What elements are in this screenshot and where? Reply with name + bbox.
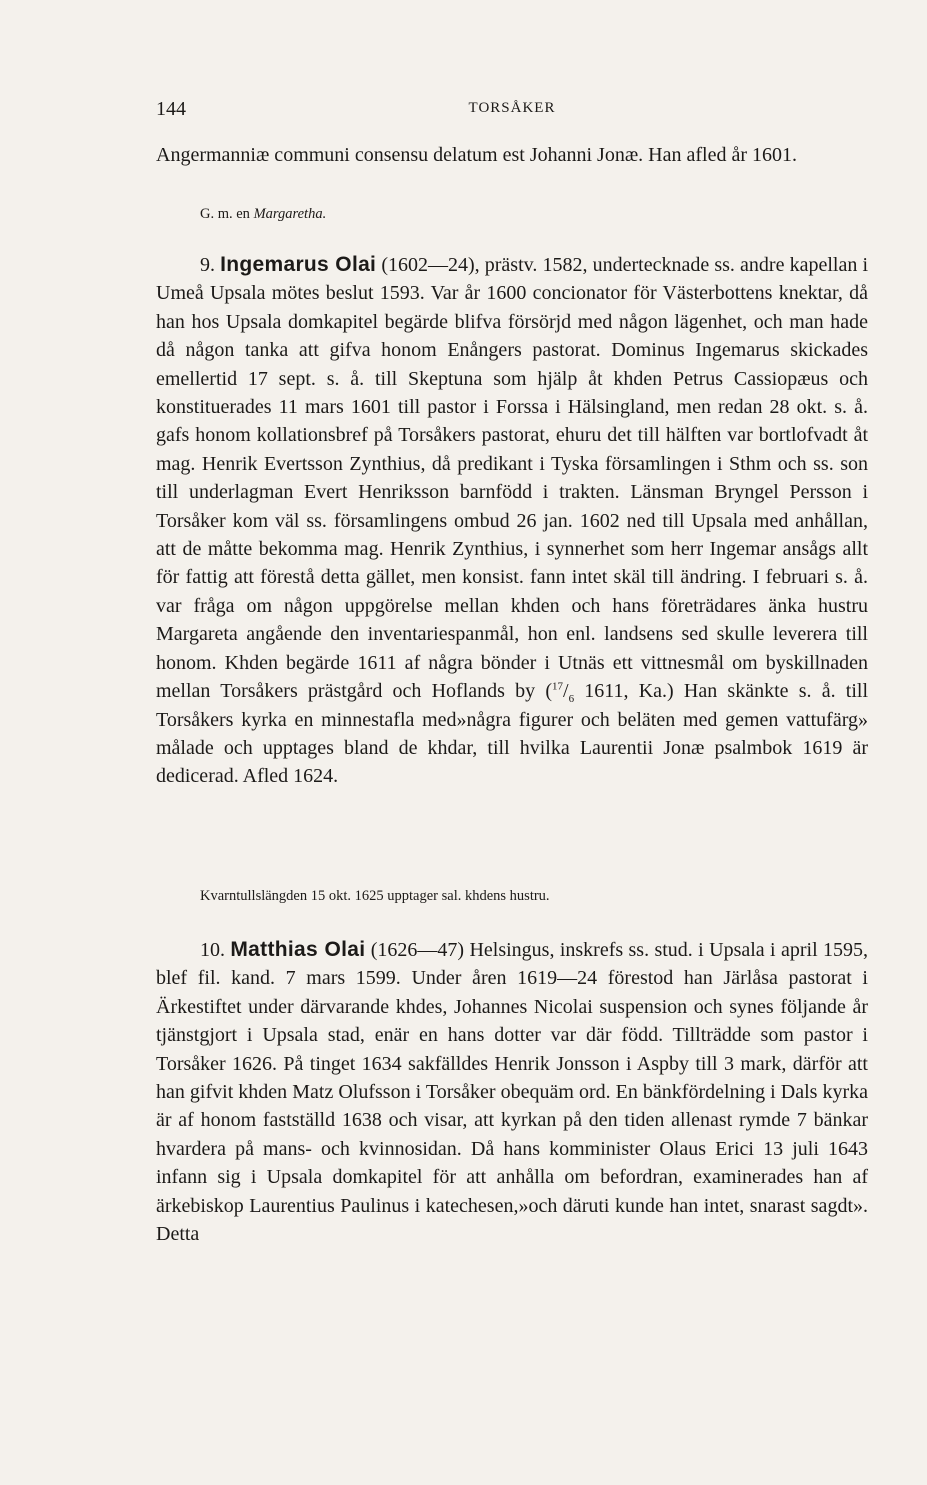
entry-9 (156, 251, 868, 791)
entry-9-body: (1602—24), prästv. 1582, undertecknade ss. andre kapellan i Umeå Upsala mötes beslut 1593. Var år 1600 concionator för Västerbottens knektar, då han hos Upsala domkapitel begärde blifva försörjd med någon lägenhet, och man hade då någon tanka att gifva honom Enångers pastorat. Dominus Ingemarus skickades emellertid 17 sept. s. å. till Skeptuna som hjälp åt khden Petrus Cassiopæus och konstituerades 11 mars 1601 till pastor i Forssa i Hälsingland, men redan 28 okt. s. å. gafs honom kollationsbref på Torsåkers pastorat, ehuru det till hälften var bortlofvadt åt mag. Henrik Evertsson Zynthius, då predikant i Tyska församlingen i Sthm och ss. son till underlagman Evert Henriksson barnfödd i trakten. Länsman Bryngel Persson i Torsåker kom väl ss. församlingens ombud 26 jan. 1602 ned till Upsala med anhållan, att de måtte bekomma mag. Henrik Zynthius, i synnerhet som herr Ingemar ansågs allt för fattig att förestå detta gället, men konsist. fann intet skäl till ändring. I februari s. å. var fråga om någon uppgörelse mellan khden och hans företrädares änka hustru Margareta angående den inventariespanmål, hon enl. landsens sed skulle leverera till honom. Khden begärde 1611 af några bönder i Utnäs ett vittnesmål om byskillnaden mellan Torsåkers prästgård och Hoflands by ( (156, 254, 869, 703)
entry-9-frac-den: 6 (568, 693, 575, 706)
entry-10-name: Matthias Olai (230, 938, 366, 961)
running-title: TORSÅKER (468, 100, 556, 116)
note-married-name: Margaretha. (253, 206, 327, 222)
entry-10-number: 10. (200, 939, 231, 961)
note-married-prefix: G. m. en (200, 206, 254, 222)
entry-9-name: Ingemarus Olai (220, 253, 377, 276)
page-header (156, 98, 868, 122)
entry-10-text (156, 936, 868, 1248)
entry-10-body: (1626—47) Helsingus, inskrefs ss. stud. i Upsala i april 1595, blef fil. kand. 7 mars 1599. Under åren 1619—24 förestod han Järlåsa pastorat i Ärkestiftet under därvarande khdes, Johannes Nicolai suspension och synes följande år tjänstgjort i Upsala stad, enär en hans dotter var där född. Tillträdde som pastor i Torsåker 1626. På tinget 1634 sakfälldes Henrik Jonsson i Aspby till 3 mark, därför att han gifvit khden Matz Olufsson i Torsåker obequäm ord. En bänkfördelning i Dals kyrka är af honom fastställd 1638 och visar, att kyrkan på den tiden allenast rymde 7 bänkar hvardera på mans- och kvinnosidan. Då hans komminister Olaus Erici 13 juli 1643 infann sig i Upsala domkapitel för att anhålla om befordran, examinerades han af ärkebiskop Laurentius Paulinus i katechesen,»och däruti kunde han intet, snarast sagdt». Detta (156, 939, 868, 1246)
intro-text: Angermanniæ communi consensu delatum est Johanni Jonæ. Han afled år 1601. (156, 144, 797, 166)
entry-9-text: 9. Ingemarus Olai (1602—24), prästv. 1582, undertecknade ss. andre kapellan i Umeå Upsala mötes beslut 1593. Var år 1600 concionator för Västerbottens knektar, då han hos Upsala domkapitel begärde blifva försörjd med någon lägenhet, och man hade då någon tanka att gifva honom Enångers pastorat. Dominus Ingemarus skickades emellertid 17 sept. s. å. till Skeptuna som hjälp åt khden Petrus Cassiopæus och konstituerades 11 mars 1601 till pastor i Forssa i Hälsingland, men redan 28 okt. s. å. gafs honom kollationsbref på Torsåkers pastorat, ehuru det till hälften var bortlofvadt åt mag. Henrik Evertsson Zynthius, då predikant i Tyska församlingen i Sthm och ss. son till underlagman Evert Henriksson barnfödd i trakten. Länsman Bryngel Persson i Torsåker kom väl ss. församlingens ombud 26 jan. 1602 ned till Upsala med anhållan, att de måtte bekomma mag. Henrik Zynthius, i synnerhet som herr Ingemar ansågs allt för fattig att förestå detta gället, men konsist. fann intet skäl till ändring. I februari s. å. var fråga om någon uppgörelse mellan khden och hans företrädares änka hustru Margareta angående den inventariespanmål, hon enl. landsens sed skulle leverera till honom. Khden begärde 1611 af några bönder i Utnäs ett vittnesmål om byskillnaden mellan Torsåkers prästgård och Hoflands by ($^{17}/_6$ 1611, Ka.) Han skänkte s. å. till Torsåkers kyrka en minnestafla med»några figurer och beläten med gemen vattufärg» målade och upptages bland de khdar, till hvilka Laurentii Jonæ psalmbok 1619 är dedicerad. Afled 1624. (156, 253, 869, 788)
entry-10 (156, 936, 868, 1248)
entry-9-number: 9. (200, 254, 221, 276)
note-kvarn (200, 886, 840, 906)
paragraph-intro (156, 141, 868, 169)
note-married (200, 204, 600, 224)
entry-9-body-end: 1611, Ka.) Han skänkte s. å. till Torsåkers kyrka en minnestafla med»några figurer och beläten med gemen vattufärg» målade och upptages bland de khdar, till hvilka Laurentii Jonæ psalmbok 1619 är dedicerad. Afled 1624. (156, 680, 868, 788)
page-number: 144 (156, 98, 186, 120)
note-kvarn-text: Kvarntullslängden 15 okt. 1625 upptager sal. khdens hustru. (200, 888, 550, 904)
entry-9-frac-num: 17 (552, 680, 563, 693)
